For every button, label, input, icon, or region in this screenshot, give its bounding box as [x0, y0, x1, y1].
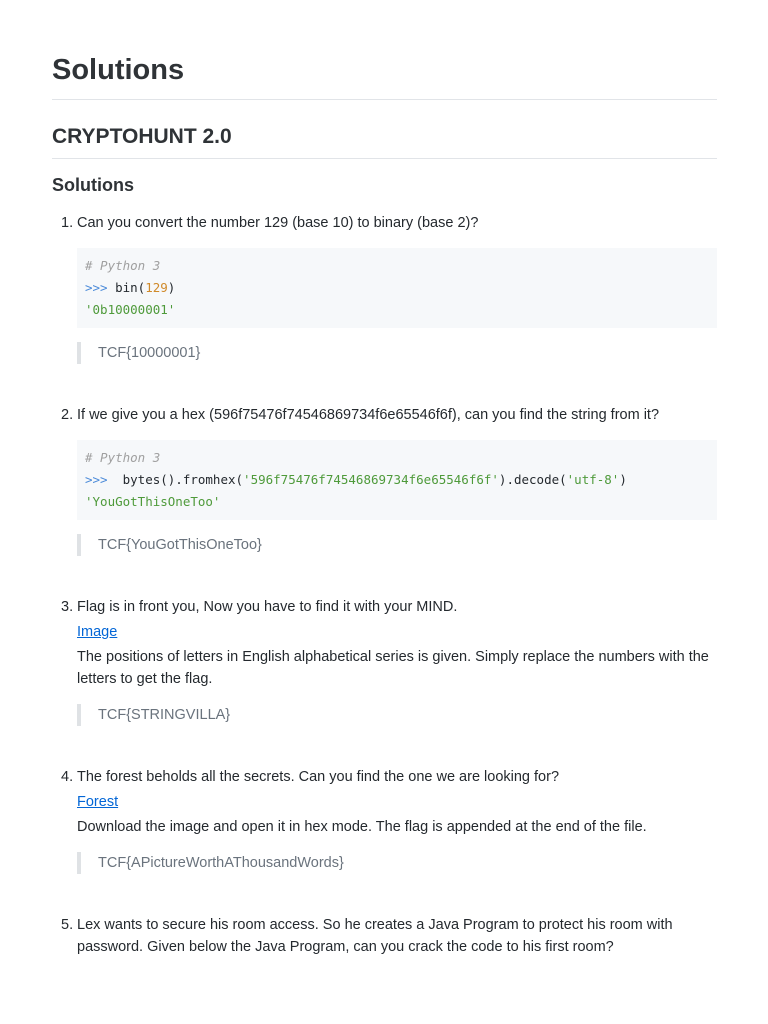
code-call: bytes().fromhex( [107, 472, 244, 487]
code-string: '596f75476f74546869734f6e65546f6f' [243, 472, 499, 487]
code-call-mid: ).decode( [498, 472, 567, 487]
question-item-4 [77, 766, 717, 874]
flag-answer: TCF{YouGotThisOneToo} [77, 534, 717, 556]
code-close: ) [619, 472, 627, 487]
question-text: Flag is in front you, Now you have to find it with your MIND. [77, 599, 458, 615]
code-comment: # Python 3 [85, 450, 161, 465]
image-link[interactable]: Image [77, 624, 118, 640]
question-text: If we give you a hex (596f75476f74546869734f6e65546f6f), can you find the string from it? [77, 407, 660, 423]
question-text: The forest beholds all the secrets. Can you find the one we are looking for? [77, 769, 560, 785]
question-text: Lex wants to secure his room access. So he creates a Java Program to protect his room with password. Given below the Java Program, can you crack the code to his first room? [77, 917, 673, 955]
code-string-encoding: 'utf-8' [566, 472, 620, 487]
code-call: bin( [107, 280, 146, 295]
code-number: 129 [145, 280, 168, 295]
code-output: 'YouGotThisOneToo' [85, 494, 221, 509]
flag-answer: TCF{APictureWorthAThousandWords} [77, 852, 717, 874]
question-item-3 [77, 596, 717, 726]
section-title: Solutions [52, 175, 134, 195]
question-text: Can you convert the number 129 (base 10) to binary (base 2)? [77, 215, 479, 231]
flag-answer: TCF{STRINGVILLA} [77, 704, 717, 726]
question-item-5 [77, 914, 717, 958]
code-block [77, 248, 717, 328]
code-output: '0b10000001' [85, 302, 176, 317]
solution-explanation: Download the image and open it in hex mode. The flag is appended at the end of the file. [77, 819, 647, 835]
code-close: ) [167, 280, 176, 295]
forest-link[interactable]: Forest [77, 794, 119, 810]
code-block [77, 440, 717, 520]
question-item-1 [77, 212, 717, 364]
flag-answer: TCF{10000001} [77, 342, 717, 364]
code-prompt: >>> [85, 280, 108, 295]
code-comment: # Python 3 [85, 258, 161, 273]
questions-list [52, 212, 717, 958]
page-title: Solutions [52, 0, 717, 100]
code-prompt: >>> [85, 472, 108, 487]
solution-explanation: The positions of letters in English alphabetical series is given. Simply replace the numbers with the letters to get the flag. [77, 649, 709, 687]
question-item-2 [77, 404, 717, 556]
event-title: CRYPTOHUNT 2.0 [52, 100, 717, 159]
